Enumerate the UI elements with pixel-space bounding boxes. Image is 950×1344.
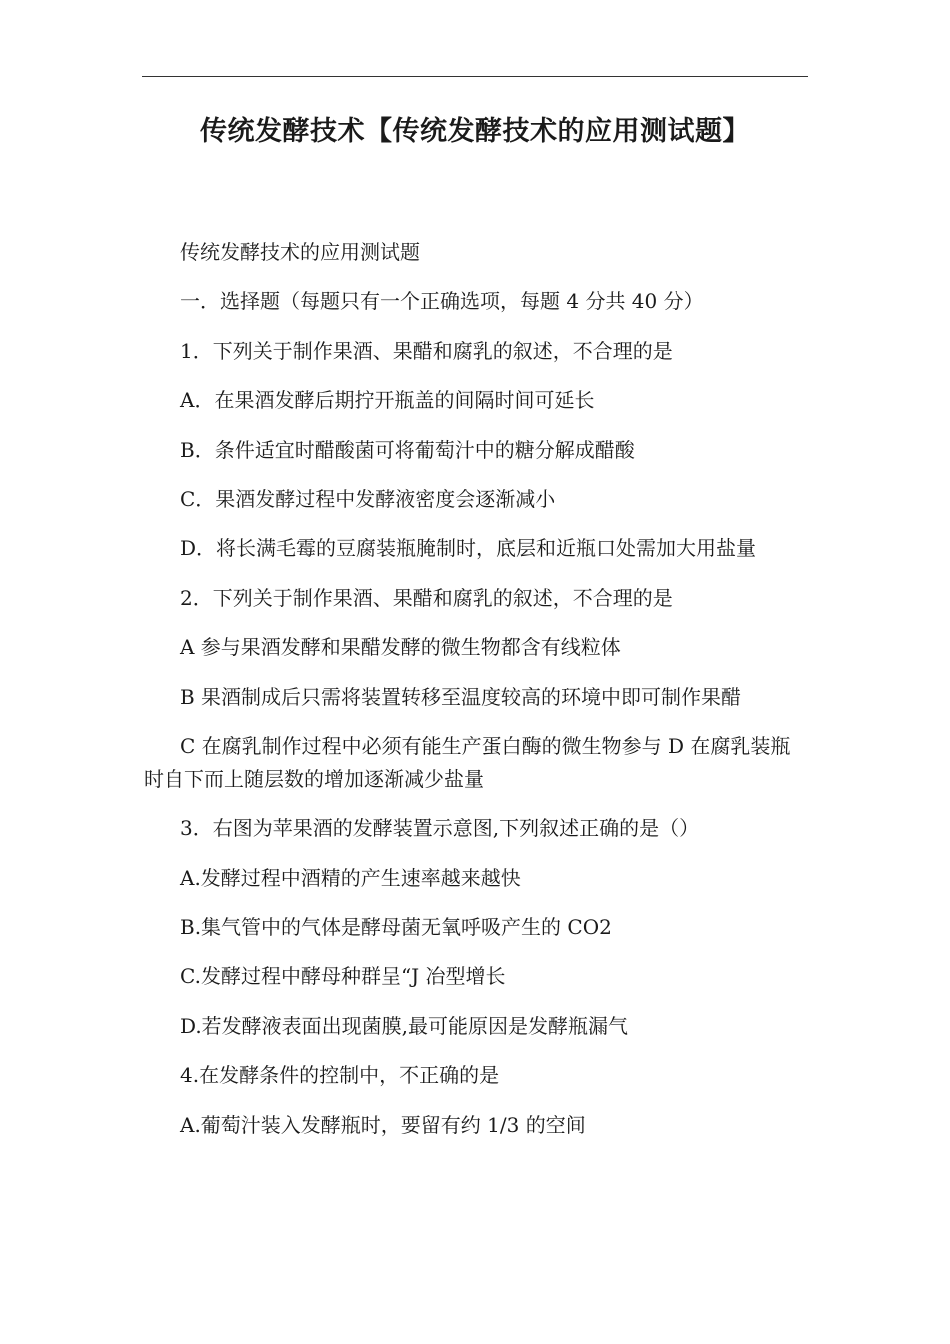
header-rule: [142, 76, 808, 77]
part-heading: 一．选择题（每题只有一个正确选项，每题 4 分共 40 分）: [180, 289, 704, 314]
question-1-option-b: B．条件适宜时醋酸菌可将葡萄汁中的糖分解成醋酸: [180, 437, 635, 462]
question-1-option-d: D．将长满毛霉的豆腐装瓶腌制时，底层和近瓶口处需加大用盐量: [180, 536, 757, 561]
question-3: 3．右图为苹果酒的发酵装置示意图,下列叙述正确的是（）: [180, 816, 700, 841]
question-1: 1．下列关于制作果酒、果醋和腐乳的叙述，不合理的是: [180, 338, 673, 363]
question-3-option-a: A.发酵过程中酒精的产生速率越来越快: [180, 865, 521, 890]
document-body: [144, 236, 804, 1158]
document-title: 传统发酵技术【传统发酵技术的应用测试题】: [200, 116, 750, 147]
section-heading: 传统发酵技术的应用测试题: [180, 240, 420, 264]
question-4-option-a: A.葡萄汁装入发酵瓶时，要留有约 1/3 的空间: [180, 1112, 586, 1137]
question-2: 2．下列关于制作果酒、果醋和腐乳的叙述，不合理的是: [180, 585, 673, 610]
question-4: 4.在发酵条件的控制中，不正确的是: [180, 1063, 500, 1088]
question-3-option-c: C.发酵过程中酵母种群呈“J 冶型增长: [180, 964, 506, 989]
question-1-option-c: C．果酒发酵过程中发酵液密度会逐渐减小: [180, 486, 556, 511]
question-3-option-b: B.集气管中的气体是酵母菌无氧呼吸产生的 CO2: [180, 915, 612, 940]
question-1-option-a: A．在果酒发酵后期拧开瓶盖的间隔时间可延长: [180, 388, 595, 413]
question-2-option-a: A 参与果酒发酵和果醋发酵的微生物都含有线粒体: [180, 635, 621, 660]
question-2-option-cd: C 在腐乳制作过程中必须有能生产蛋白酶的微生物参与 D 在腐乳装瓶时自下而上随层数的增加逐渐减少盐量: [144, 733, 791, 791]
question-3-option-d: D.若发酵液表面出现菌膜,最可能原因是发酵瓶漏气: [180, 1013, 629, 1038]
question-2-option-b: B 果酒制成后只需将装置转移至温度较高的环境中即可制作果醋: [180, 684, 742, 709]
